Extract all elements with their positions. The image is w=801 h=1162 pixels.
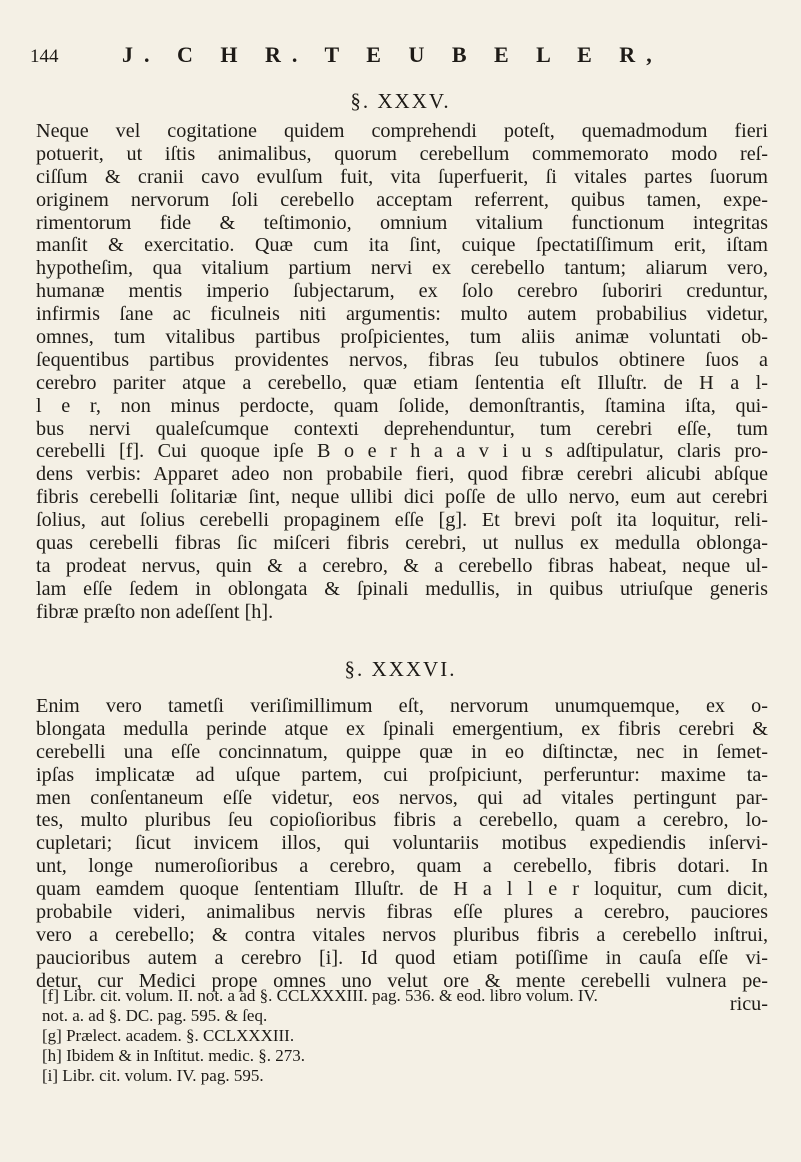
text-line: paucioribus autem a cerebro [i]. Id quod etiam potiſſime in cauſa eſſe vi- <box>36 946 768 969</box>
text-line: fibræ præſto non adeſſent [h]. <box>36 600 274 623</box>
text-line: quas cerebelli fibras ſic miſceri fibris cerebri, ut nullus ex medulla oblonga- <box>36 532 768 555</box>
text-line: detur, cur Medici prope omnes uno velut ore & mente cerebelli vulnera pe- <box>36 969 768 992</box>
footnote-g: [g] Prælect. academ. §. CCLXXXIII. <box>42 1026 295 1045</box>
text-line: originem nervorum ſoli cerebello acceptam referrent, quibus tamen, expe- <box>36 188 768 211</box>
section-title-36: §. XXXVI. <box>344 657 457 681</box>
text-line: bus nervi qualeſcumque contexti deprehenduntur, tum cerebri eſſe, tum <box>36 417 768 440</box>
text-line: manſit & exercitatio. Quæ cum ita ſint, cuique ſpectatiſſimum erit, iſtam <box>36 234 768 257</box>
text-line: blongata medulla perinde atque ex ſpinali emergentium, ex fibris cerebri & <box>36 717 768 740</box>
text-line: hypotheſim, qua vitalium partium nervi ex cerebello tantum; aliarum vero, <box>36 257 768 280</box>
text-line: lam eſſe ſedem in oblongata & ſpinali medullis, in quibus utriuſque generis <box>36 577 768 600</box>
running-title: J. C H R. T E U B E L E R, <box>122 42 663 67</box>
text-line: unt, longe numeroſioribus a cerebro, quam a cerebello, fibris dotari. In <box>36 855 768 878</box>
text-line: quam eamdem quoque ſententiam Illuſtr. de H a l l e r loquitur, cum dicit, <box>36 878 768 901</box>
text-line: ciſſum & cranii cavo evulſum fuit, vita ſuperfuerit, ſi vitales partes ſuorum <box>36 165 768 188</box>
section-35-paragraph <box>36 120 768 624</box>
footnote-i: [i] Libr. cit. volum. IV. pag. 595. <box>42 1066 264 1085</box>
text-line: cerebelli [f]. Cui quoque ipſe B o e r h a a v i u s adſtipulatur, claris pro- <box>36 440 768 463</box>
text-line: potuerit, ut iſtis animalibus, quorum cerebellum commemorato modo reſ- <box>36 142 768 165</box>
text-line: ſolius, aut ſolius cerebelli propaginem eſſe [g]. Et brevi poſt ita loquitur, reli- <box>36 509 768 532</box>
section-36-paragraph <box>36 695 768 1015</box>
text-line: men conſentaneum eſſe videtur, eos nervos, qui ad vitales pertingunt par- <box>36 786 768 809</box>
text-line: dens verbis: Apparet adeo non probabile fieri, quod fibræ cerebri alicubi abſque <box>36 463 768 486</box>
page-number: 144 <box>30 46 59 67</box>
text-line: probabile videri, animalibus nervis fibras eſſe plures a cerebro, pauciores <box>36 901 768 924</box>
text-line: tes, multo pluribus ſeu copioſioribus fibris a cerebello, quam a cerebro, lo- <box>36 809 768 832</box>
text-line: ta prodeat nervus, quin & a cerebro, & a cerebello fibras habeat, neque ul- <box>36 554 768 577</box>
catchword: ricu- <box>729 992 768 1015</box>
text-line: infirmis ſane ac ficulneis niti argumentis: multo autem probabilius videtur, <box>36 303 768 326</box>
text-line: fibris cerebelli ſolitariæ ſint, neque ullibi dici poſſe de ullo nervo, eum aut cerebri <box>36 486 768 509</box>
text-line: cerebro pariter atque a cerebello, quæ etiam ſententia eſt Illuſtr. de H a l- <box>36 371 768 394</box>
text-line: omnes, tum vitalibus partibus proſpicientes, tum aliis animæ voluntati ob- <box>36 326 768 349</box>
text-line: cerebelli una eſſe concinnatum, quippe quæ in eo diſtinctæ, nec in ſemet- <box>36 740 768 763</box>
text-line: vero a cerebello; & contra vitales nervos pluribus fibris a cerebello inſtrui, <box>36 923 768 946</box>
page-header <box>30 42 770 74</box>
text-line: rimentorum fide & teſtimonio, omnium vitalium functionum integritas <box>36 211 768 234</box>
text-line: ipſas implicatæ ad uſque partem, cui proſpiciunt, perferuntur: maxime ta- <box>36 763 768 786</box>
text-line: Neque vel cogitatione quidem comprehendi poteſt, quemadmodum fieri <box>36 120 768 142</box>
footnote-f-continued: not. a. ad §. DC. pag. 595. & ſeq. <box>42 1006 268 1025</box>
section-title-35: §. XXXV. <box>350 89 451 113</box>
text-line: l e r, non minus perdocte, quam ſolide, demonſtrantis, ſtamina iſta, qui- <box>36 394 768 417</box>
text-line: humanæ mentis imperio ſubjectarum, ex ſolo cerebro ſuboriri creduntur, <box>36 280 768 303</box>
text-line: ſequentibus partibus providentes nervos, fibras ſeu tubulos obtinere ſuos a <box>36 348 768 371</box>
text-line: Enim vero tametſi veriſimillimum eſt, nervorum unumquemque, ex o- <box>36 695 768 717</box>
text-line: cupletari; ſicut invicem illos, qui voluntariis motibus expediendis inſervi- <box>36 832 768 855</box>
footnote-f: [f] Libr. cit. volum. II. not. a ad §. CCLXXXIII. pag. 536. & eod. libro volum. IV. <box>42 986 598 1005</box>
footnotes <box>42 986 762 1086</box>
footnote-h: [h] Ibidem & in Inſtitut. medic. §. 273. <box>42 1046 305 1065</box>
